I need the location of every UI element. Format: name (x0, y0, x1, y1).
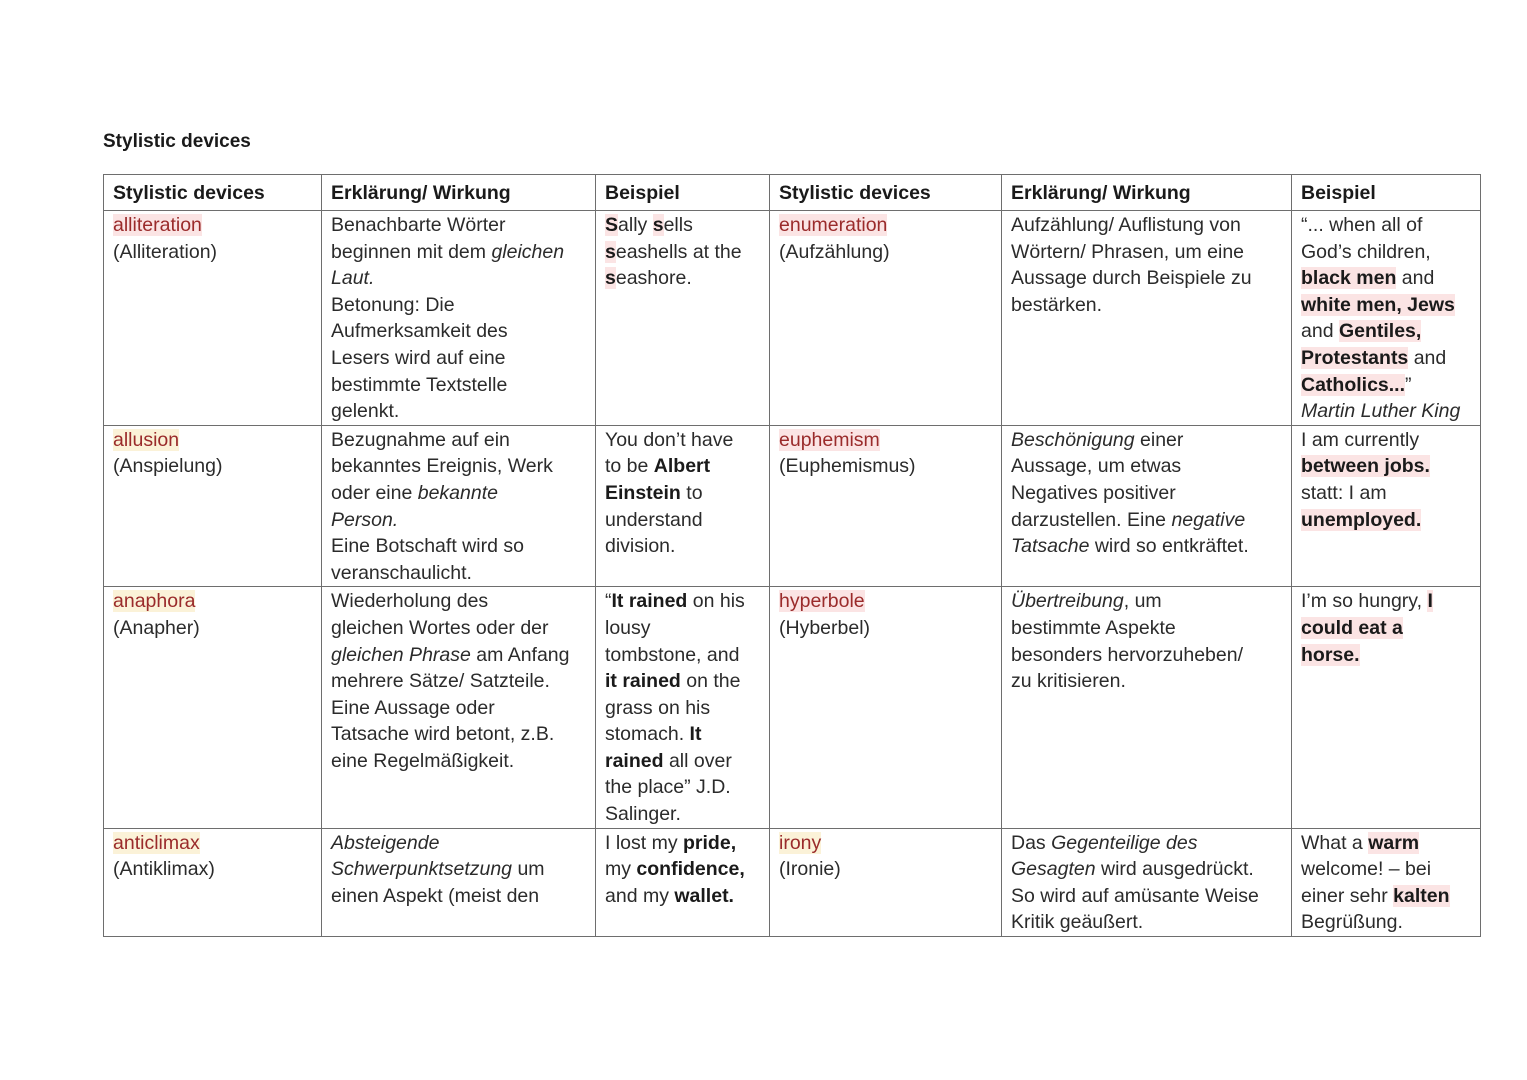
example-bold: I (1427, 590, 1433, 613)
example-text: “ (605, 590, 612, 613)
explanation-emphasis: Absteigende (331, 831, 440, 854)
table-row (104, 425, 1481, 587)
example-text: Begrüßung. (1301, 911, 1403, 934)
explanation-emphasis: bekannte (417, 481, 498, 504)
explanation-emphasis: negative (1171, 508, 1246, 531)
table-row (104, 828, 1481, 936)
explanation-line: Aufzählung/ Auflistung von (1011, 214, 1241, 236)
example-bold: Protestants (1301, 346, 1409, 369)
example-text: tombstone, and (605, 643, 740, 666)
explanation-line: zu kritisieren. (1011, 670, 1126, 693)
explanation-text: darzustellen. Eine (1011, 508, 1172, 531)
example-text: statt: I am (1301, 481, 1387, 504)
explanation-emphasis: Tatsache (1011, 535, 1090, 558)
device-german: (Hyberbel) (779, 616, 871, 639)
header-explanation-2: Erklärung/ Wirkung (1002, 175, 1292, 211)
explanation-line: Aussage, um etwas (1011, 455, 1182, 478)
header-example: Beispiel (596, 175, 770, 211)
explanation-cell (322, 587, 596, 828)
explanation-line: einen Aspekt (meist den (331, 884, 540, 907)
explanation-text: um (512, 858, 545, 881)
example-text: I lost my (605, 831, 684, 854)
example-text: Salinger. (605, 803, 681, 826)
example-bold: Gentiles, (1338, 320, 1422, 343)
example-bold: pride, (683, 831, 737, 854)
example-text: ” (1405, 373, 1412, 396)
example-bold: S (605, 214, 619, 236)
example-cell (596, 587, 770, 828)
header-stylistic-devices-2: Stylistic devices (770, 175, 1002, 211)
stylistic-devices-table (103, 174, 1481, 937)
device-cell (104, 425, 322, 587)
example-text: division. (605, 535, 676, 558)
explanation-emphasis: Laut. (331, 267, 375, 290)
explanation-line: Wiederholung des (331, 590, 489, 613)
example-text: You don’t have (605, 428, 734, 451)
device-cell (770, 425, 1002, 587)
device-cell (104, 587, 322, 828)
explanation-line: bestimmte Textstelle (331, 373, 508, 396)
example-text: stomach. (605, 723, 690, 746)
example-text: I am currently (1301, 428, 1420, 451)
table-header-row (104, 175, 1481, 211)
example-bold: kalten (1393, 884, 1450, 907)
explanation-cell (1002, 587, 1292, 828)
explanation-text: am Anfang (470, 643, 570, 666)
table-row (104, 211, 1481, 426)
example-attribution: Martin Luther King (1301, 400, 1461, 423)
device-german: (Antiklimax) (113, 858, 215, 881)
explanation-emphasis: Gegenteilige des (1051, 831, 1198, 854)
explanation-line: Aufmerksamkeit des (331, 320, 508, 343)
example-bold: between jobs. (1301, 455, 1430, 478)
example-bold: could eat a (1301, 616, 1403, 639)
device-german: (Aufzählung) (779, 240, 890, 263)
example-bold: horse. (1301, 643, 1360, 666)
example-text: eashore. (615, 267, 692, 290)
example-cell (1292, 587, 1481, 828)
example-text: einer sehr (1301, 884, 1394, 907)
device-cell (104, 828, 322, 936)
example-text: and (1301, 320, 1339, 343)
explanation-cell (1002, 211, 1292, 426)
explanation-line: Lesers wird auf eine (331, 346, 506, 369)
explanation-line: Kritik geäußert. (1011, 911, 1144, 934)
device-term: irony (779, 831, 822, 854)
explanation-cell (1002, 425, 1292, 587)
example-bold: confidence, (636, 858, 745, 881)
example-text: eashells at the (615, 240, 742, 263)
example-cell (1292, 211, 1481, 426)
example-bold: black men (1301, 267, 1397, 290)
explanation-line: Eine Aussage oder (331, 696, 495, 719)
example-bold: Einstein (605, 481, 681, 504)
explanation-cell (322, 828, 596, 936)
explanation-line: Wörtern/ Phrasen, um eine (1011, 240, 1245, 263)
explanation-line: Bezugnahme auf ein (331, 428, 510, 451)
explanation-emphasis: gleichen (491, 240, 565, 263)
example-bold: wallet. (674, 884, 734, 907)
explanation-line: Aussage durch Beispiele zu (1011, 267, 1252, 290)
explanation-line: mehrere Sätze/ Satzteile. (331, 670, 550, 693)
explanation-line: Benachbarte Wörter (331, 214, 506, 236)
device-cell (770, 211, 1002, 426)
device-german: (Alliteration) (113, 240, 218, 263)
explanation-line: gleichen Wortes oder der (331, 616, 549, 639)
example-bold: s (652, 214, 664, 236)
example-text: the place” J.D. (605, 776, 731, 799)
explanation-text: Das (1011, 831, 1052, 854)
explanation-emphasis: Gesagten (1011, 858, 1096, 881)
header-stylistic-devices: Stylistic devices (104, 175, 322, 211)
explanation-emphasis: Beschönigung (1011, 428, 1135, 451)
example-cell (596, 828, 770, 936)
explanation-text: , um (1123, 590, 1162, 613)
explanation-text: wird so entkräftet. (1089, 535, 1249, 558)
explanation-text: wird ausgedrückt. (1095, 858, 1254, 881)
device-cell (104, 211, 322, 426)
example-text: to (680, 481, 703, 504)
example-text: God’s children, (1301, 240, 1431, 263)
example-text: to be (605, 455, 654, 478)
explanation-emphasis: gleichen Phrase (331, 643, 471, 666)
example-cell (596, 425, 770, 587)
example-text: on his (687, 590, 745, 613)
explanation-emphasis: Schwerpunktsetzung (331, 858, 513, 881)
explanation-emphasis: Übertreibung (1011, 590, 1124, 613)
explanation-line: bestimmte Aspekte (1011, 616, 1176, 639)
example-text: lousy (605, 616, 651, 639)
explanation-line: So wird auf amüsante Weise (1011, 884, 1259, 907)
example-bold: it rained (605, 670, 681, 693)
example-text: and (1396, 267, 1435, 290)
example-bold: Catholics... (1301, 373, 1406, 396)
example-text: welcome! – bei (1301, 858, 1432, 881)
explanation-text: oder eine (331, 481, 418, 504)
device-term: anaphora (113, 590, 196, 613)
example-bold: It (689, 723, 702, 746)
example-cell (1292, 425, 1481, 587)
example-cell (596, 211, 770, 426)
device-term: anticlimax (113, 831, 200, 854)
example-bold: unemployed. (1301, 508, 1422, 531)
device-german: (Ironie) (779, 858, 841, 881)
explanation-line: eine Regelmäßigkeit. (331, 749, 515, 772)
explanation-line: Negatives positiver (1011, 481, 1176, 504)
explanation-cell (322, 211, 596, 426)
example-text: ally (618, 214, 653, 236)
example-text: all over (663, 749, 732, 772)
device-term: alliteration (113, 214, 202, 236)
page-title: Stylistic devices (103, 131, 251, 152)
example-text: grass on his (605, 696, 711, 719)
example-bold: warm (1368, 831, 1420, 854)
device-term: hyperbole (779, 590, 865, 613)
explanation-line: besonders hervorzuheben/ (1011, 643, 1243, 666)
example-bold: Albert (653, 455, 711, 478)
example-bold: It rained (611, 590, 688, 613)
explanation-line: bekanntes Ereignis, Werk (331, 455, 553, 478)
header-explanation: Erklärung/ Wirkung (322, 175, 596, 211)
example-text: What a (1301, 831, 1369, 854)
example-text: and (1408, 346, 1447, 369)
explanation-line: bestärken. (1011, 293, 1103, 316)
device-german: (Euphemismus) (779, 455, 916, 478)
explanation-line: veranschaulicht. (331, 561, 472, 584)
device-term: euphemism (779, 428, 880, 451)
device-term: allusion (113, 428, 180, 451)
explanation-line: Tatsache wird betont, z.B. (331, 723, 555, 746)
explanation-line: gelenkt. (331, 400, 400, 423)
example-bold: s (605, 240, 616, 263)
example-text: on the (680, 670, 741, 693)
example-text: and my (605, 884, 675, 907)
example-text: I’m so hungry, (1301, 590, 1428, 613)
example-text: ells (663, 214, 693, 236)
explanation-cell (322, 425, 596, 587)
device-cell (770, 587, 1002, 828)
example-text: “... when all of (1301, 214, 1423, 236)
example-cell (1292, 828, 1481, 936)
explanation-line: Eine Botschaft wird so (331, 535, 524, 558)
example-bold: white men, Jews (1301, 293, 1455, 316)
explanation-line: Betonung: Die (331, 293, 455, 316)
explanation-text: beginnen mit dem (331, 240, 492, 263)
example-text: my (605, 858, 637, 881)
device-cell (770, 828, 1002, 936)
explanation-emphasis: Person. (331, 508, 399, 531)
example-bold: s (605, 267, 616, 290)
example-text: understand (605, 508, 703, 531)
device-german: (Anapher) (113, 616, 200, 639)
example-bold: rained (605, 749, 664, 772)
device-german: (Anspielung) (113, 455, 223, 478)
explanation-cell (1002, 828, 1292, 936)
table-row (104, 587, 1481, 828)
device-term: enumeration (779, 214, 888, 236)
header-example-2: Beispiel (1292, 175, 1481, 211)
explanation-text: einer (1134, 428, 1184, 451)
